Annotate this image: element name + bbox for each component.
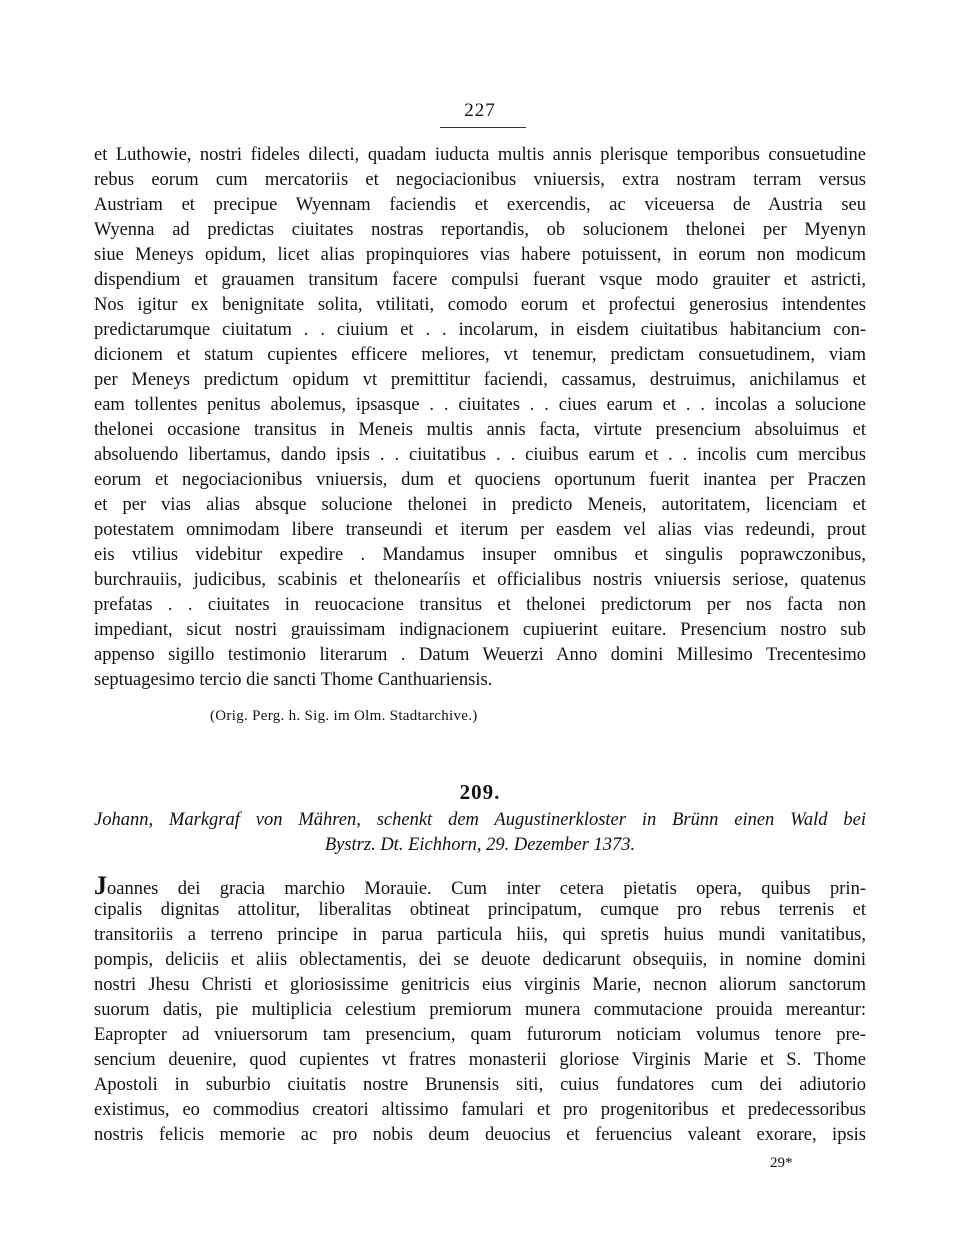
initial-letter: J [94,871,107,900]
text-line: potestatem omnimodam libere transeundi et iterum per easdem vel alias vias redeundi, prout [94,520,866,540]
text-line: eorum et negociacionibus vniuersis, dum et quociens oportunum fuerit inantea per Praczen [94,470,866,490]
text-line: appenso sigillo testimonio literarum . Datum Weuerzi Anno domini Millesimo Trecentesimo [94,645,866,665]
text-line: nostri Jhesu Christi et gloriosissime genitricis eius virginis Marie, necnon aliorum sanctorum [94,975,866,995]
text-line: transitoriis a terreno principe in parua particula hiis, qui spretis huius mundi vanitatibus, [94,925,866,945]
text-line: prefatas . . ciuitates in reuocacione transitus et thelonei predictorum per nos facta non [94,595,866,615]
text-line: et Luthowie, nostri fideles dilecti, quadam iuducta multis annis plerisque temporibus consuetudine [94,145,866,165]
text-line: absoluendo libertamus, dando ipsis . . ciuitatibus . . ciuibus earum et . . incolis cum mercibus [94,445,866,465]
text-line: Wyenna ad predictas ciuitates nostras reportandis, ob solucionem thelonei per Myenyn [94,220,866,240]
page-number-rule [440,127,526,128]
text-line: suorum datis, pie multiplicia celestium premiorum munera commutacione prouida mereantur: [94,1000,866,1020]
source-note: (Orig. Perg. h. Sig. im Olm. Stadtarchive.) [210,708,478,724]
text-line: Austriam et precipue Wyennam faciendis et exercendis, ac viceuersa de Austria seu [94,195,866,215]
signature-mark: 29* [770,1155,793,1171]
text-line: eis vtilius videbitur expedire . Mandamus insuper omnibus et singulis poprawczonibus, [94,545,866,565]
text-line: existimus, eo commodius creatori altissimo famulari et pro progenitoribus et predecessoribus [94,1100,866,1120]
text-line: impediant, sicut nostri grauissimam indignacionem cupiuerint euitare. Presencium nostro sub [94,620,866,640]
text-line: cipalis dignitas attolitur, liberalitas obtineat principatum, cumque pro rebus terrenis et [94,900,866,920]
text-line: burchrauiis, judicibus, scabinis et thelonearíis et officialibus nostris vniuersis seriose, quatenus [94,570,866,590]
text-line: Apostoli in suburbio ciuitatis nostre Brunensis siti, cuius fundatores cum dei adiutorio [94,1075,866,1095]
text-line: per Meneys predictum opidum vt premittitur faciendi, cassamus, destruimus, anichilamus et [94,370,866,390]
document-heading-date: Bystrz. Dt. Eichhorn, 29. Dezember 1373. [324,835,636,855]
text-line: rebus eorum cum mercatoriis et negociacionibus vniuersis, extra nostram terram versus [94,170,866,190]
text-line: sencium deuenire, quod cupientes vt fratres monasterii gloriose Virginis Marie et S. Thome [94,1050,866,1070]
text-line: eam tollentes penitus abolemus, ipsasque . . ciuitates . . ciues earum et . . incolas a solucione [94,395,866,415]
text-line: thelonei occasione transitus in Meneis multis annis facta, virtute presencium absoluimus et [94,420,866,440]
text-line: dicionem et statum cupientes efficere meliores, vt tenemur, predictam consuetudinem, viam [94,345,866,365]
text-line: septuagesimo tercio die sancti Thome Canthuariensis. [94,670,493,690]
text-line: nostris felicis memorie ac pro nobis deum deuocius et feruencius valeant exorare, ipsis [94,1125,866,1145]
page-number: 227 [464,100,496,121]
text-line: siue Meneys opidum, licet alias propinquiores vias habere potuissent, in eorum non modicum [94,245,866,265]
document-number: 209. [459,780,501,804]
first-line-text: oannes dei gracia marchio Morauie. Cum inter cetera pietatis opera, quibus prin- [107,879,866,899]
document-heading: Johann, Markgraf von Mähren, schenkt dem Augustinerkloster in Brünn einen Wald bei [94,810,866,830]
text-line: pompis, deliciis et aliis oblectamentis, dei se deuote dedicarunt obsequiis, in nomine domini [94,950,866,970]
text-line: Eapropter ad vniuersorum tam presencium, quam futurorum noticiam volumus tenore pre- [94,1025,866,1045]
text-line: dispendium et grauamen transitum facere compulsi fuerant vsque modo grauiter et astricti, [94,270,866,290]
text-line: Nos igitur ex benignitate solita, vtilitati, comodo eorum et profectui generosius intendentes [94,295,866,315]
text-line: et per vias alias absque solucione thelonei in predicto Meneis, autoritatem, licenciam et [94,495,866,515]
text-line: predictarumque ciuitatum . . ciuium et . . incolarum, in eisdem ciuitatibus habitancium con- [94,320,866,340]
